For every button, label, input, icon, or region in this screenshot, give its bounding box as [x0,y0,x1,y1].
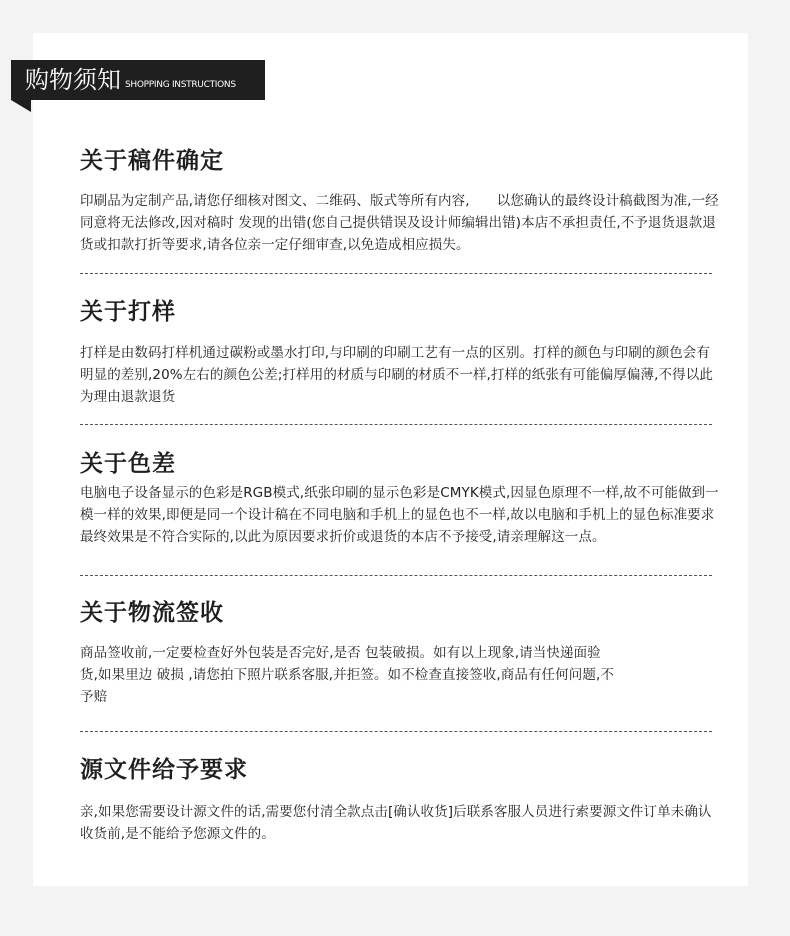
header-title-en: SHOPPING INSTRUCTIONS [125,79,236,90]
section-heading: 关于稿件确定 [80,148,224,174]
section-divider [80,731,712,732]
section-proofing [80,296,720,408]
header-title-cn: 购物须知 [25,66,121,94]
section-body-line: 货,如果里边 破损 ,请您拍下照片联系客服,并拒签。如不检查直接签收,商品有任何问题,不 [80,667,614,683]
header-banner [11,60,265,100]
section-heading: 关于色差 [80,451,176,477]
section-body-line: 商品签收前,一定要检查好外包装是否完好,是否 包装破损。如有以上现象,请当快递面验 [80,645,601,661]
banner-fold [11,100,31,112]
section-body-line: 予赔 [80,689,108,705]
section-heading: 关于物流签收 [80,600,224,626]
section-manuscript-confirmation [80,145,720,256]
section-color-difference [80,448,720,548]
section-divider [80,273,712,274]
section-body: 亲,如果您需要设计源文件的话,需要您付清全款点击[确认收货]后联系客服人员进行索要源文件订单未确认收货前,是不能给予您源文件的。 [80,804,712,842]
section-body: 印刷品为定制产品,请您仔细核对图文、二维码、版式等所有内容, 以您确认的最终设计稿截图为准,一经同意将无法修改,因对稿时 发现的出错(您自己提供错误及设计师编辑出错)本店不承担责任,不予退货退款退货或扣款打折等要求,请各位亲一定仔细审查,以免造成相应损失。 [80,193,719,253]
section-body: 电脑电子设备显示的色彩是RGB模式,纸张印刷的显示色彩是CMYK模式,因显色原理不一样,故不可能做到一模一样的效果,即便是同一个设计稿在不同电脑和手机上的显色也不一样,故以电脑和手机上的显色标准要求最终效果是不符合实际的,以此为原因要求折价或退货的本店不予接受,请亲理解这一点。 [80,485,719,545]
section-divider [80,575,712,576]
section-heading: 源文件给予要求 [80,757,248,783]
section-source-files [80,754,720,845]
section-divider [80,424,712,425]
section-logistics-receipt [80,597,720,708]
section-heading: 关于打样 [80,299,176,325]
section-body: 打样是由数码打样机通过碳粉或墨水打印,与印刷的印刷工艺有一点的区别。打样的颜色与印刷的颜色会有明显的差别,20%左右的颜色公差;打样用的材质与印刷的材质不一样,打样的纸张有可能偏厚偏薄,不得以此为理由退款退货 [80,345,713,405]
section-body [80,642,720,708]
